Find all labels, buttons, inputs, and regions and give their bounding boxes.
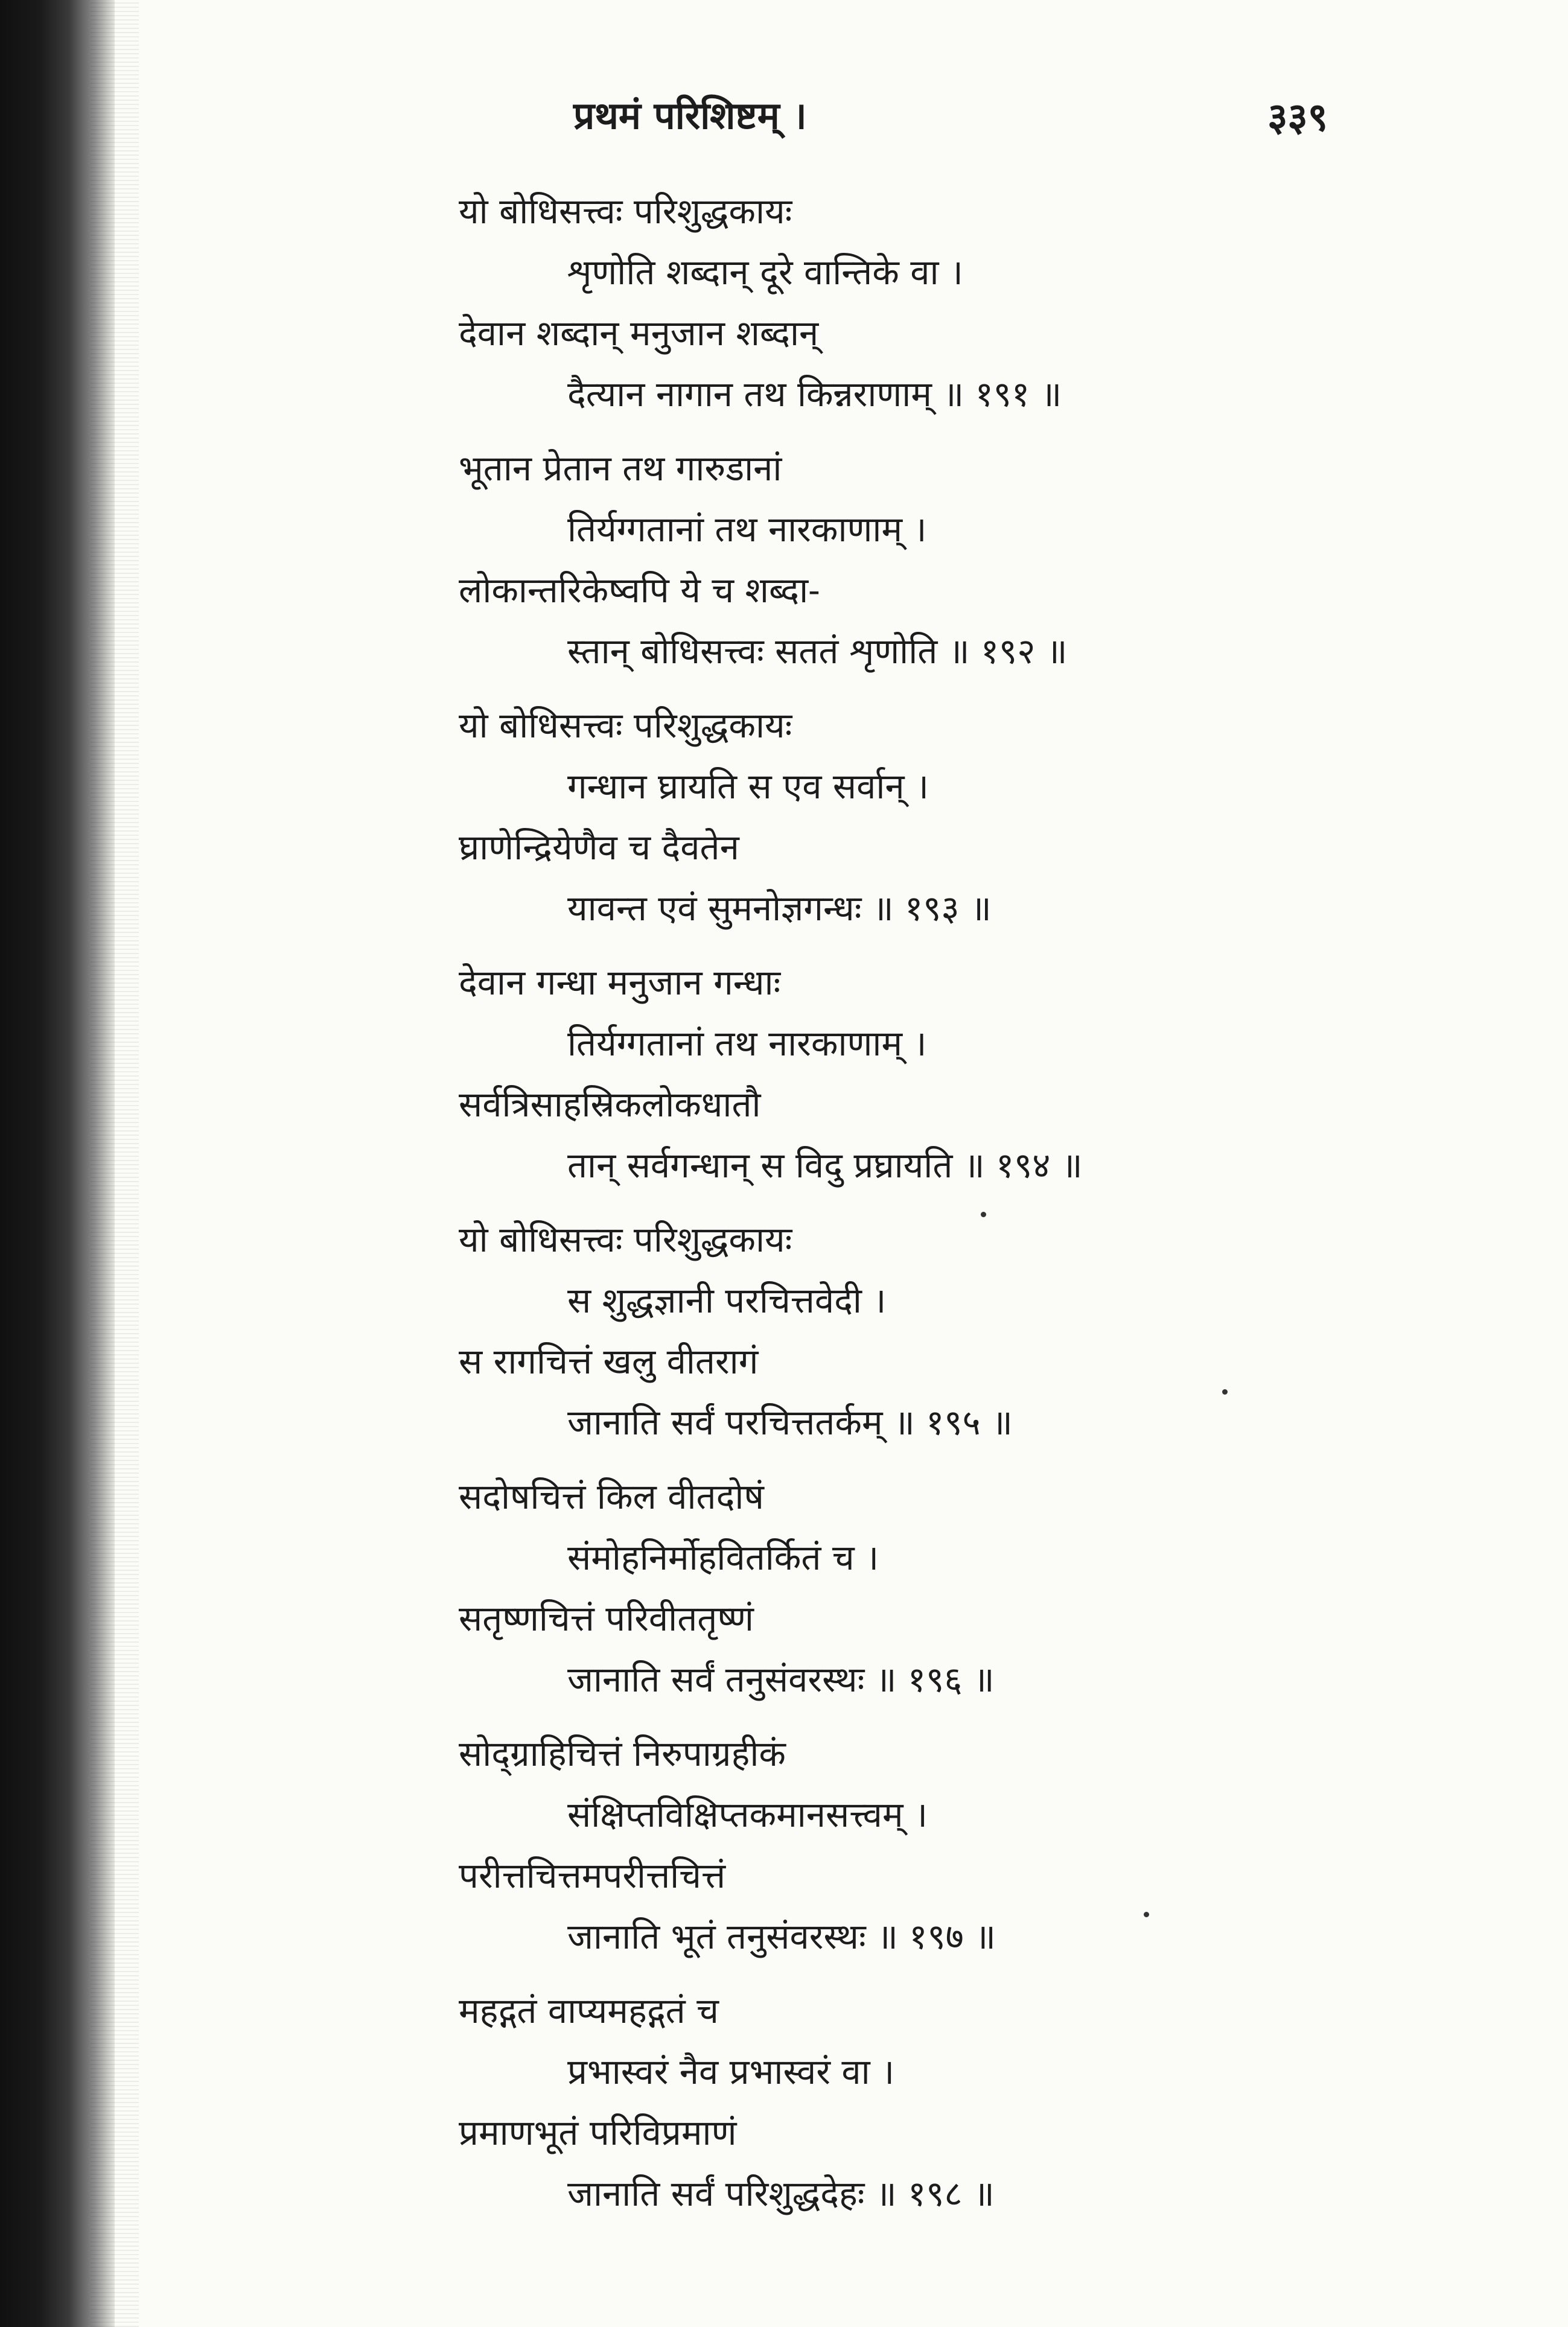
stanza-193 [459, 695, 1364, 939]
verse-line: तिर्यग्गतानां तथ नारकाणाम् । [567, 1023, 927, 1064]
verse-line: जानाति भूतं तनुसंवरस्थः ॥ १९७ ॥ [567, 1916, 996, 1957]
stanza-194 [459, 952, 1364, 1196]
page-binding-texture [91, 0, 139, 2327]
verse-line: लोकान्तरिकेष्वपि ये च शब्दा- [459, 570, 820, 611]
page-header [573, 89, 1328, 156]
ink-speck [981, 1212, 986, 1217]
verse-line: जानाति सर्वं परचित्ततर्कम् ॥ १९५ ॥ [567, 1402, 1013, 1443]
verse-line: स रागचित्तं खलु वीतरागं [459, 1341, 759, 1382]
verse-line: यावन्त एवं सुमनोज्ञगन्धः ॥ १९३ ॥ [567, 888, 992, 929]
verse-line: सतृष्णचित्तं परिवीततृष्णं [459, 1598, 754, 1639]
verse-line: प्रभास्वरं नैव प्रभास्वरं वा । [567, 2051, 895, 2092]
stanza-192 [459, 438, 1364, 682]
verse-line: संमोहनिर्मोहवितर्कितं च । [567, 1537, 879, 1578]
verse-line: सदोषचित्तं किल वीतदोषं [459, 1476, 764, 1517]
running-title: प्रथमं परिशिष्टम् । [573, 94, 807, 138]
stanza-195 [459, 1209, 1364, 1453]
verse-line: महद्गतं वाप्यमहद्गतं च [459, 1990, 719, 2031]
verse-line: जानाति सर्वं परिशुद्धदेहः ॥ १९८ ॥ [567, 2173, 995, 2214]
verse-line: देवान शब्दान् मनुजान शब्दान् [459, 313, 819, 354]
verse-line: तिर्यग्गतानां तथ नारकाणाम् । [567, 509, 927, 550]
verse-line: यो बोधिसत्त्वः परिशुद्धकायः [459, 191, 792, 232]
verse-line: प्रमाणभूतं परिविप्रमाणं [459, 2112, 737, 2153]
verse-line: देवान गन्धा मनुजान गन्धाः [459, 962, 781, 1003]
verse-line: तान् सर्वगन्धान् स विदु प्रघ्रायति ॥ १९४ ॥ [567, 1145, 1083, 1186]
stanza-198 [459, 1981, 1364, 2224]
verse-line: संक्षिप्तविक्षिप्तकमानसत्त्वम् । [567, 1794, 928, 1835]
verse-line: भूतान प्रेतान तथ गारुडानां [459, 448, 782, 489]
verse-line: दैत्यान नागान तथ किन्नराणाम् ॥ १९१ ॥ [567, 374, 1062, 415]
stanza-196 [459, 1466, 1364, 1710]
verse-line: गन्धान घ्रायति स एव सर्वान् । [567, 766, 929, 807]
verse-line: यो बोधिसत्त्वः परिशुद्धकायः [459, 705, 792, 746]
stanza-197 [459, 1724, 1364, 1967]
page-number: ३३९ [1267, 95, 1328, 140]
ink-speck [1144, 1912, 1149, 1917]
verse-line: जानाति सर्वं तनुसंवरस्थः ॥ १९६ ॥ [567, 1659, 995, 1700]
verse-body [459, 181, 1364, 2238]
verse-line: घ्राणेन्द्रियेणैव च दैवतेन [459, 827, 739, 868]
verse-line: स्तान् बोधिसत्त्वः सततं शृणोति ॥ १९२ ॥ [567, 631, 1068, 672]
verse-line: स शुद्धज्ञानी परचित्तवेदी । [567, 1280, 887, 1321]
ink-speck [1222, 1389, 1228, 1395]
verse-line: सर्वत्रिसाहस्रिकलोकधातौ [459, 1084, 761, 1125]
verse-line: शृणोति शब्दान् दूरे वान्तिके वा । [567, 252, 963, 293]
verse-line: परीत्तचित्तमपरीत्तचित्तं [459, 1855, 726, 1896]
verse-line: सोद्ग्राहिचित्तं निरुपाग्रहीकं [459, 1733, 786, 1774]
stanza-191 [459, 181, 1364, 425]
verse-line: यो बोधिसत्त्वः परिशुद्धकायः [459, 1219, 792, 1260]
